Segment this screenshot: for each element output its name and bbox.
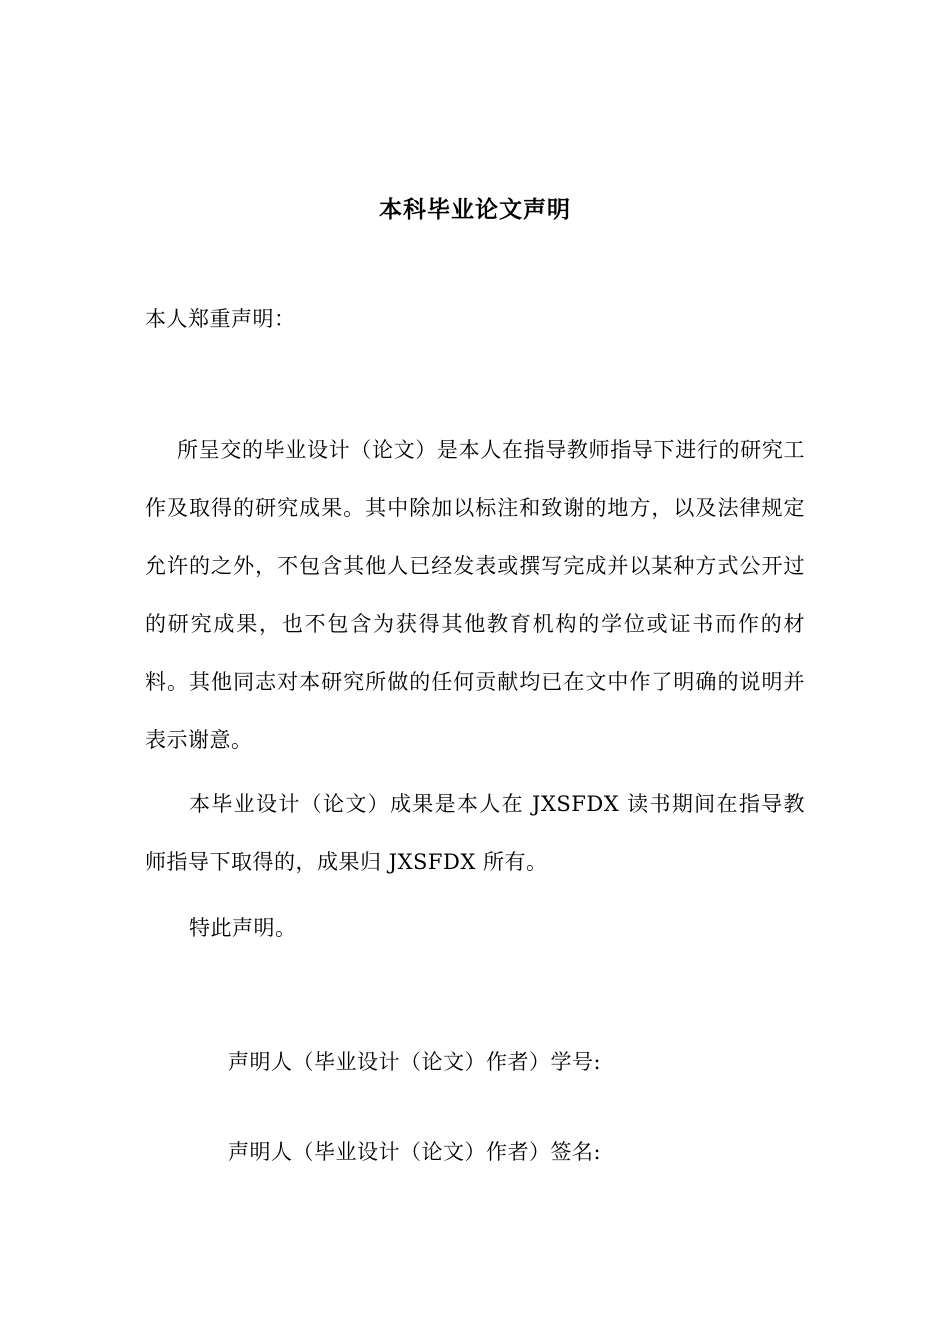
student-id-label: 声明人（毕业设计（论文）作者）学号: <box>228 1050 602 1074</box>
declaration-closing: 特此声明。 <box>189 916 297 940</box>
document-title: 本科毕业论文声明 <box>379 197 571 223</box>
signature-label: 声明人（毕业设计（论文）作者）签名: <box>228 1140 602 1164</box>
declaration-paragraph-ownership: 本毕业设计（论文）成果是本人在 JXSFDX 读书期间在指导教师指导下取得的，成果归 JXSFDX 所有。 <box>145 792 805 874</box>
declaration-paragraph-originality: 所呈交的毕业设计（论文）是本人在指导教师指导下进行的研究工作及取得的研究成果。其中除加以标注和致谢的地方，以及法律规定允许的之外，不包含其他人已经发表或撰写完成并以某种方式公开过的研究成果，也不包含为获得其他教育机构的学位或证书而作的材料。其他同志对本研究所做的任何贡献均已在文中作了明确的说明并表示谢意。 <box>145 438 805 752</box>
declaration-intro: 本人郑重声明： <box>145 307 296 331</box>
